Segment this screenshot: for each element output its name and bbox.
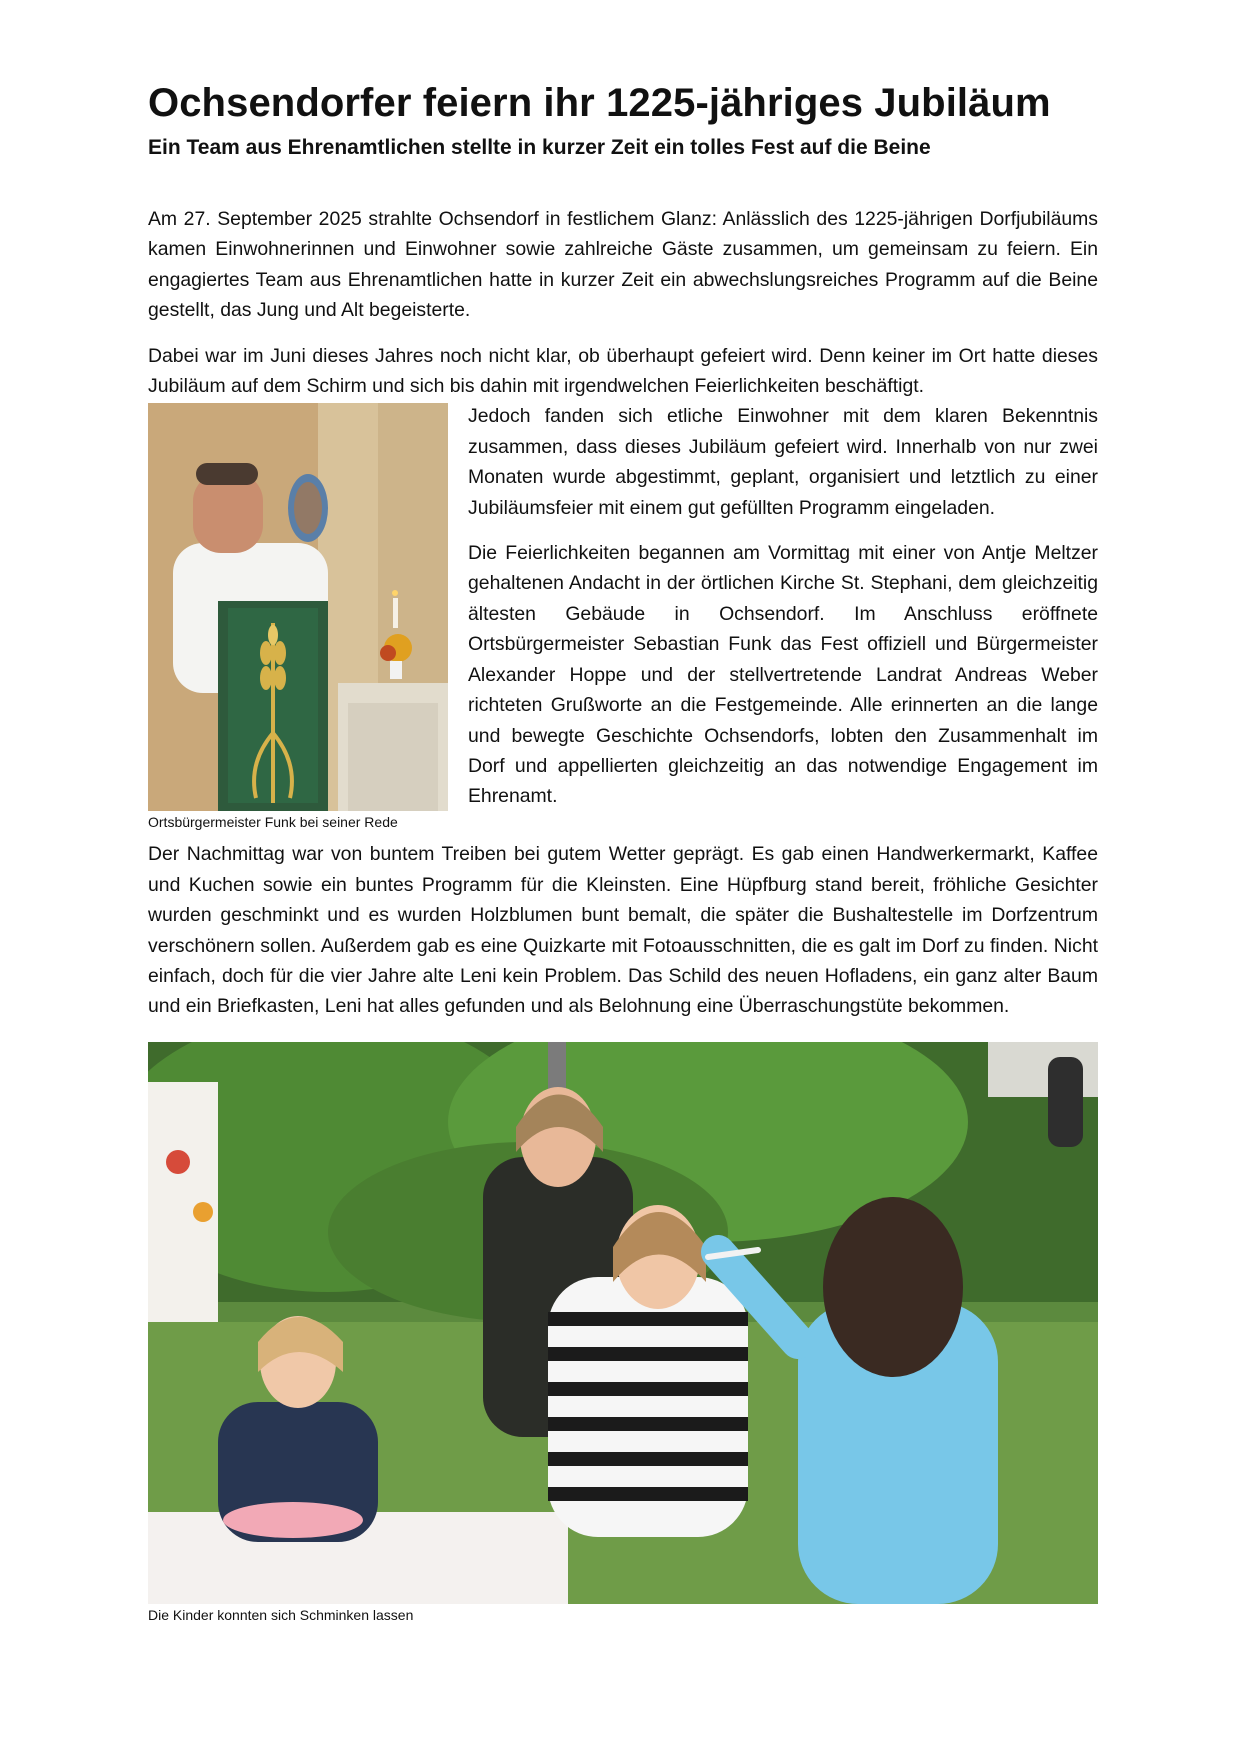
article (148, 78, 1098, 1624)
photo-face-painting (148, 1042, 1098, 1604)
photo-speech (148, 403, 448, 811)
figure-speech (148, 403, 448, 831)
paragraph-intro: Am 27. September 2025 strahlte Ochsendorf in festlichem Glanz: Anlässlich des 1225-jährigen Dorfjubiläums kamen Einwohnerinnen und Einwohner sowie zahlreiche Gäste zusammen, um gemeinsam zu feiern. Ein engagiertes Team aus Ehrenamtlichen hatte in kurzer Zeit ein abwechslungsreiches Programm auf die Beine gestellt, das Jung und Alt begeisterte. (148, 208, 1098, 322)
figure-caption-speech: Ortsbürgermeister Funk bei seiner Rede (148, 814, 398, 831)
figure-caption-face-painting: Die Kinder konnten sich Schminken lassen (148, 1606, 414, 1623)
figure-face-painting (148, 1042, 1098, 1624)
article-subtitle: Ein Team aus Ehrenamtlichen stellte in kurzer Zeit ein tolles Fest auf die Beine (148, 136, 931, 159)
paragraph-afternoon: Der Nachmittag war von buntem Treiben bei gutem Wetter geprägt. Es gab einen Handwerkermarkt, Kaffee und Kuchen sowie ein buntes Programm für die Kleinsten. Eine Hüpfburg stand bereit, fröhliche Gesichter wurden geschminkt und es wurden Holzblumen bunt bemalt, die später die Bushaltestelle im Dorfzentrum verschönern sollen. Außerdem gab es eine Quizkarte mit Fotoausschnitten, die es galt im Dorf zu finden. Nicht einfach, doch für die vier Jahre alte Leni kein Problem. Das Schild des neuen Hofladens, ein ganz alter Baum und ein Briefkasten, Leni hat alles gefunden und als Belohnung eine Überraschungstüte bekommen. (148, 843, 1098, 1018)
paragraph-june: Dabei war im Juni dieses Jahres noch nicht klar, ob überhaupt gefeiert wird. Denn keiner im Ort hatte dieses Jubiläum auf dem Schirm und sich bis dahin mit irgendwelchen Feierlichkeiten beschäftigt. (148, 344, 1098, 398)
paragraph-ceremony: Die Feierlichkeiten begannen am Vormittag mit einer von Antje Meltzer gehaltenen Andacht in der örtlichen Kirche St. Stephani, dem gleichzeitig ältesten Gebäude in Ochsendorf. Im Anschluss eröffnete Ortsbürgermeister Sebastian Funk das Fest offiziell und Bürgermeister Alexander Hoppe und der stellvertretende Landrat Andreas Weber richteten Grußworte an die Festgemeinde. Alle erinnerten an die lange und bewegte Geschichte Ochsendorfs, lobten den Zusammenhalt im Dorf und appellierten gleichzeitig an das notwendige Engagement im Ehrenamt. (468, 542, 1098, 808)
paragraph-planning: Jedoch fanden sich etliche Einwohner mit dem klaren Bekenntnis zusammen, dass dieses Jubiläum gefeiert wird. Innerhalb von nur zwei Monaten wurde abgestimmt, geplant, organisiert und letztlich zu einer Jubiläumsfeier mit einem gut gefüllten Programm eingeladen. (468, 405, 1098, 519)
article-title: Ochsendorfer feiern ihr 1225-jähriges Jubiläum (148, 81, 1051, 125)
